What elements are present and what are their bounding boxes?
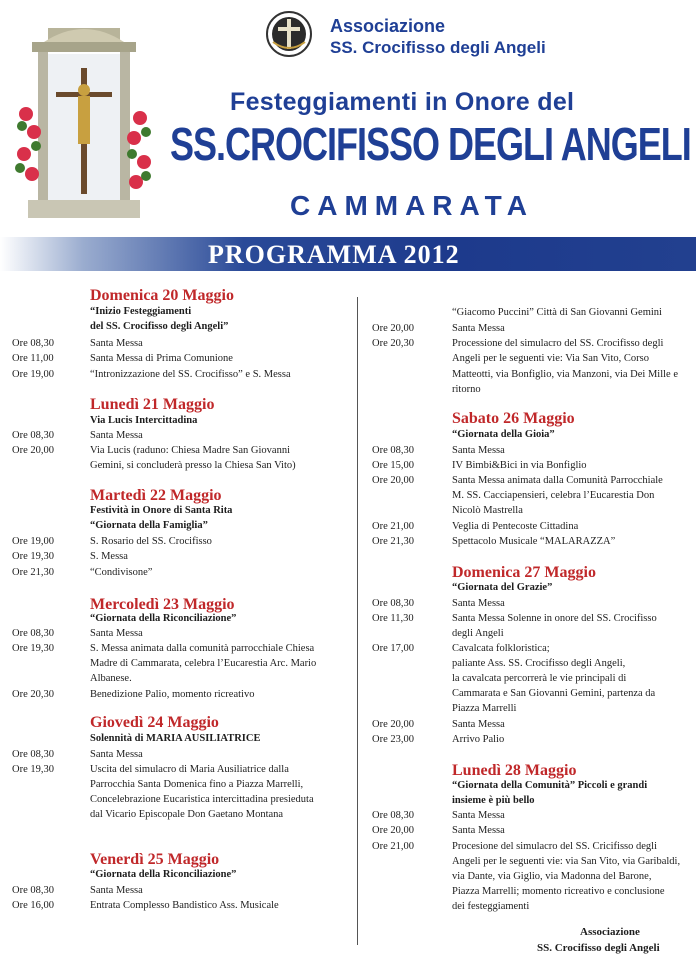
event-description: Processione del simulacro del SS. Crocifisso degli [452,338,664,349]
event-time: Ore 20,30 [12,689,54,700]
event-description: Gemini, si concluderà presso la Chiesa San Vito) [90,460,296,471]
day-subtitle: “Giornata della Riconciliazione” [90,869,237,880]
event-description: Santa Messa [452,598,505,609]
event-time: Ore 08,30 [12,628,54,639]
event-description: Parrocchia Santa Domenica fino a Piazza Marrelli, [90,779,304,790]
day-heading: Lunedì 21 Maggio [90,396,215,413]
event-time: Ore 21,00 [372,841,414,852]
day-subtitle: “Giornata della Gioia” [452,429,555,440]
event-description: S. Rosario del SS. Crocifisso [90,536,212,547]
day-subtitle: “Giornata della Riconciliazione” [90,613,237,624]
event-time: Ore 08,30 [12,430,54,441]
programme-banner [0,237,696,271]
day-heading: Giovedì 24 Maggio [90,714,219,731]
day-heading: Domenica 27 Maggio [452,564,596,581]
day-heading: Mercoledì 23 Maggio [90,596,235,613]
event-description: via Dante, via Giglio, via Madonna del Barone, [452,871,652,882]
event-time: Ore 08,30 [12,885,54,896]
event-description: ritorno [452,384,481,395]
day-heading: Martedì 22 Maggio [90,487,222,504]
event-description: IV Bimbi&Bici in via Bonfiglio [452,460,587,471]
event-description: Spettacolo Musicale “MALARAZZA” [452,536,616,547]
event-time: Ore 16,00 [12,900,54,911]
event-description: M. SS. Cacciapensieri, celebra l’Eucarestia Don [452,490,655,501]
event-description: Veglia di Pentecoste Cittadina [452,521,579,532]
event-time: Ore 19,30 [12,764,54,775]
event-description: Angeli per le seguenti vie: Via San Vito, Corso [452,353,649,364]
event-description: Santa Messa di Prima Comunione [90,353,233,364]
event-description: Santa Messa [452,810,505,821]
event-time: Ore 19,30 [12,551,54,562]
main-title: SS.CROCIFISSO DEGLI ANGELI [170,118,691,171]
day-heading: Venerdì 25 Maggio [90,851,220,868]
event-description: Cammarata e San Giovanni Gemini, partenza da [452,688,656,699]
footer-association: Associazione [580,926,640,938]
event-time: Ore 08,30 [12,338,54,349]
association-logo [265,10,313,58]
event-time: Ore 21,00 [372,521,414,532]
event-description: dal Vicario Episcopale Don Gaetano Montana [90,809,284,820]
association-line-1: Associazione [330,16,446,36]
event-time: Ore 21,30 [12,567,54,578]
event-description: Albanese. [90,673,132,684]
event-description: “Condivisone” [90,567,153,578]
event-description: Piazza Marrelli; momento ricreativo e conclusione [452,886,665,897]
day-subtitle: “Giornata della Famiglia” [90,520,208,531]
event-description: Angeli per le seguenti vie: via San Vito, via Garibaldi, [452,856,681,867]
event-time: Ore 20,00 [372,719,414,730]
footer-association-name: SS. Crocifisso degli Angeli [537,942,660,954]
event-time: Ore 19,00 [12,369,54,380]
event-time: Ore 08,30 [372,598,414,609]
event-time: Ore 15,00 [372,460,414,471]
day-subtitle: “Inizio Festeggiamenti [90,306,192,317]
day-subtitle: “Giornata della Comunità” Piccoli e grandi [452,780,648,791]
event-description: Arrivo Palio [452,734,505,745]
event-description: Concelebrazione Eucaristica intercittadina presieduta [90,794,314,805]
day-heading: Lunedì 28 Maggio [452,762,577,779]
event-time: Ore 21,30 [372,536,414,547]
event-description: paliante Ass. SS. Crocifisso degli Angeli, [452,658,626,669]
event-description: degli Angeli [452,628,504,639]
event-description: Santa Messa [90,628,143,639]
event-time: Ore 19,00 [12,536,54,547]
event-time: Ore 20,30 [372,338,414,349]
event-description: Uscita del simulacro di Maria Ausiliatrice dalla [90,764,289,775]
event-description: Cavalcata folkloristica; [452,643,550,654]
event-time: Ore 08,30 [372,810,414,821]
day-subtitle: Solennità di MARIA AUSILIATRICE [90,733,261,744]
day-subtitle: Festività in Onore di Santa Rita [90,505,233,516]
event-description: Benedizione Palio, momento ricreativo [90,689,255,700]
event-description: “Intronizzazione del SS. Crocifisso” e S. Messa [90,369,291,380]
association-line-2: SS. Crocifisso degli Angeli [330,38,546,57]
event-description: Santa Messa [452,825,505,836]
event-description: S. Messa animata dalla comunità parrocchiale Chiesa [90,643,315,654]
city-name: CAMMARATA [290,190,534,221]
day-subtitle: del SS. Crocifisso degli Angeli” [90,321,229,332]
event-description: la cavalcata percorrerà le vie principali di [452,673,627,684]
event-time: Ore 20,00 [372,825,414,836]
event-time: Ore 20,00 [372,475,414,486]
event-description: Santa Messa Solenne in onore del SS. Crocifisso [452,613,657,624]
event-description: Procesione del simulacro del SS. Cricifisso degli [452,841,658,852]
day-subtitle: insieme è più bello [452,795,535,806]
event-description: Santa Messa [452,445,505,456]
event-time: Ore 23,00 [372,734,414,745]
event-description: Santa Messa [90,338,143,349]
event-time: Ore 20,00 [12,445,54,456]
event-description: dei festeggiamenti [452,901,530,912]
day-heading: Sabato 26 Maggio [452,410,575,427]
event-description: Nicolò Mastrella [452,505,523,516]
day-subtitle: Via Lucis Intercittadina [90,415,198,426]
event-description: Madre di Cammarata, celebra l’Eucarestia Arc. Mario [90,658,317,669]
event-description: Matteotti, via Bonfiglio, via Manzoni, via Dei Mille e [452,369,678,380]
event-time: Ore 11,00 [12,353,54,364]
day-heading: Domenica 20 Maggio [90,287,234,304]
event-time: Ore 20,00 [372,323,414,334]
event-time: Ore 19,30 [12,643,54,654]
event-description: Santa Messa [452,719,505,730]
column-divider [357,297,358,945]
event-description: Piazza Marrelli [452,703,517,714]
event-description: “Giacomo Puccini” Città di San Giovanni Gemini [452,307,662,318]
event-description: Santa Messa [452,323,505,334]
event-description: Entrata Complesso Bandistico Ass. Musicale [90,900,279,911]
event-description: Santa Messa [90,749,143,760]
event-description: Santa Messa animata dalla Comunità Parrocchiale [452,475,663,486]
association-name [330,16,546,58]
event-description: S. Messa [90,551,128,562]
event-time: Ore 17,00 [372,643,414,654]
event-description: Santa Messa [90,885,143,896]
event-time: Ore 11,30 [372,613,414,624]
event-time: Ore 08,30 [12,749,54,760]
programme-title: PROGRAMMA 2012 [208,240,460,269]
crucifix-shrine-image [10,14,158,222]
event-description: Via Lucis (raduno: Chiesa Madre San Giovanni [90,445,290,456]
event-time: Ore 08,30 [372,445,414,456]
event-description: Santa Messa [90,430,143,441]
festivity-subtitle: Festeggiamenti in Onore del [230,88,575,116]
day-subtitle: “Giornata del Grazie” [452,582,553,593]
